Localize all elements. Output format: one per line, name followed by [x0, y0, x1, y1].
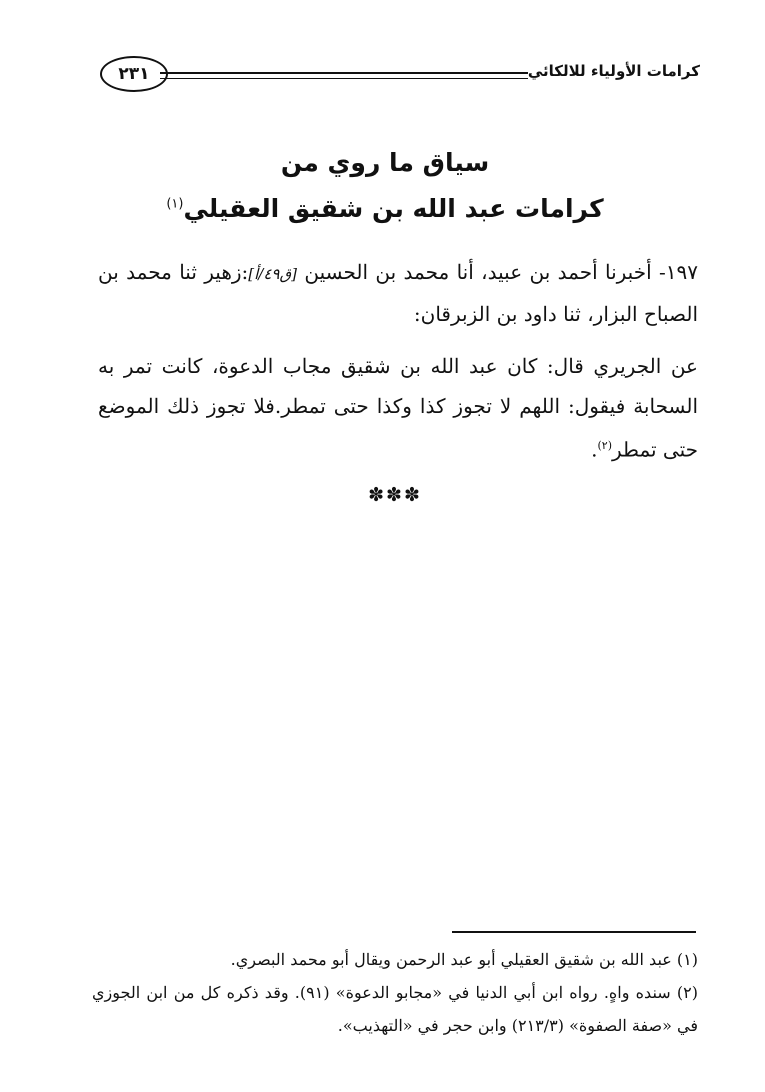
matn-end: .: [591, 437, 598, 462]
isnad-paragraph: [98, 252, 698, 334]
isnad-start: ١٩٧- أخبرنا أحمد بن عبيد، أنا محمد بن الحسين: [304, 260, 698, 284]
footnote-ref-2: (٢): [597, 439, 612, 452]
section-heading-line2: [90, 194, 680, 223]
footnote-ref-1: (١): [166, 196, 184, 212]
footnote-2: (٢) سنده واهٍ. رواه ابن أبي الدنيا في «مجابو الدعوة» (٩١). وقد ذكره كل من ابن الجوزي في «صفة الصفوة» (٢١٣/٣) وابن حجر في «التهذيب».: [92, 983, 699, 1035]
section-heading-line1: سياق ما روي من: [280, 148, 490, 177]
footnote-separator: [452, 931, 696, 933]
isnad-end: :زهير ثنا محمد بن الصباح البزار، ثنا داود بن الزبرقان:: [98, 260, 698, 326]
running-header: [100, 52, 700, 96]
matn-paragraph: [98, 346, 698, 470]
footnotes: [92, 943, 698, 1042]
footnote-1: (١) عبد الله بن شقيق العقيلي أبو عبد الرحمن ويقال أبو محمد البصري.: [230, 950, 698, 969]
heading-text: كرامات عبد الله بن شقيق العقيلي: [183, 194, 604, 223]
page-number: ٢٣١: [100, 56, 168, 92]
manuscript-reference: [ق٤٩/أ]: [248, 265, 297, 283]
running-title: كرامات الأولياء للالكائي: [527, 62, 700, 80]
header-rule: [160, 72, 528, 79]
section-ornament-icon: ✽✽✽: [368, 484, 422, 506]
matn-text: عن الجريري قال: كان عبد الله بن شقيق مجاب الدعوة، كانت تمر به السحابة فيقول: اللهم لا تجوز كذا وكذا حتى تمطر.فلا تجوز ذلك الموضع حتى تمطر: [98, 354, 698, 462]
